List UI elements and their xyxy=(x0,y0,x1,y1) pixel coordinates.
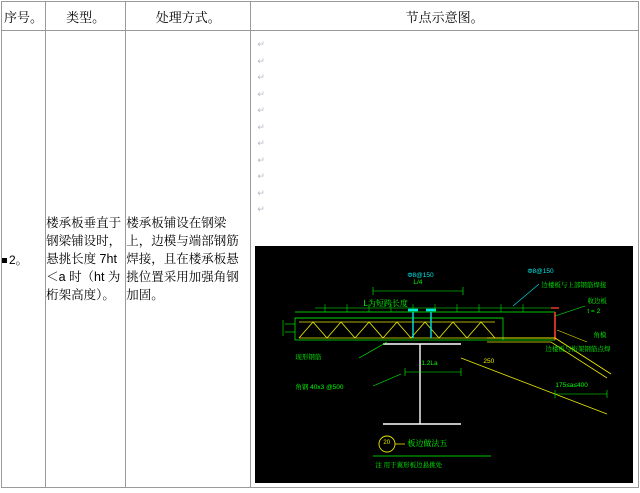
paragraph-marks xyxy=(257,36,627,218)
label-angle-note: 角模 xyxy=(593,332,607,339)
table-header-no: 序号。 xyxy=(2,2,46,31)
paragraph-mark: ↵ xyxy=(257,105,265,115)
label-mark-250: 250 xyxy=(483,358,495,365)
node-detail-table xyxy=(1,1,639,488)
label-top-left-spacing: Φ8@150 xyxy=(407,272,434,279)
label-top-note: 边楼板与上部钢筋焊接 xyxy=(541,282,607,289)
figure-wrapper xyxy=(251,32,638,486)
row-number-text: 2。 xyxy=(9,252,28,267)
table-header-figure: 节点示意图。 xyxy=(251,2,639,31)
table-header-method: 处理方式。 xyxy=(126,2,251,31)
paragraph-mark: ↵ xyxy=(257,138,265,148)
label-overhang-dim: 175≤a≤400 xyxy=(555,382,588,389)
row-figure-cell xyxy=(251,31,639,488)
row-type-cell: 楼承板垂直于钢梁铺设时，悬挑长度 7ht＜a 时（ht 为桁架高度）。 xyxy=(46,31,126,488)
table-row xyxy=(2,31,639,488)
label-weld-note: 边楼板与桁架钢筋点焊 xyxy=(545,346,611,353)
label-edge-plate: 收边板 xyxy=(587,298,607,305)
cad-detail-drawing xyxy=(255,246,633,483)
label-detail-number: 20 xyxy=(383,440,391,446)
document-page xyxy=(0,1,640,493)
label-span-ratio: L/4 xyxy=(413,279,423,286)
label-rebar-left: 现形钢筋 xyxy=(295,354,322,361)
label-detail-title: 板边做法五 xyxy=(407,439,448,448)
paragraph-mark: ↵ xyxy=(257,154,265,165)
paragraph-mark: ↵ xyxy=(257,204,265,214)
paragraph-mark: ↵ xyxy=(257,55,265,66)
label-angle-steel: 角钢 40x3 @500 xyxy=(295,384,344,391)
table-header-type: 类型。 xyxy=(46,2,126,31)
square-bullet-icon xyxy=(2,258,7,263)
paragraph-mark: ↵ xyxy=(257,72,265,82)
label-span-note: L为短跨长度 xyxy=(363,299,408,308)
label-edge-plate-thickness: t = 2 xyxy=(587,308,601,315)
label-dim-1-2la: 1.2La xyxy=(421,360,438,367)
table-header-row xyxy=(2,2,639,31)
paragraph-mark: ↵ xyxy=(257,121,265,132)
label-detail-sub: 注 用于翼形板边悬挑处 xyxy=(375,462,443,469)
paragraph-mark: ↵ xyxy=(257,187,265,198)
paragraph-mark: ↵ xyxy=(257,88,265,99)
label-top-right-spacing: Φ8@150 xyxy=(527,268,554,275)
paragraph-mark: ↵ xyxy=(257,39,265,49)
paragraph-mark: ↵ xyxy=(257,171,265,181)
row-method-cell: 楼承板铺设在钢梁上，边模与端部钢筋焊接，且在楼承板悬挑位置采用加强角钢加固。 xyxy=(126,31,251,488)
row-number-cell xyxy=(2,31,46,488)
